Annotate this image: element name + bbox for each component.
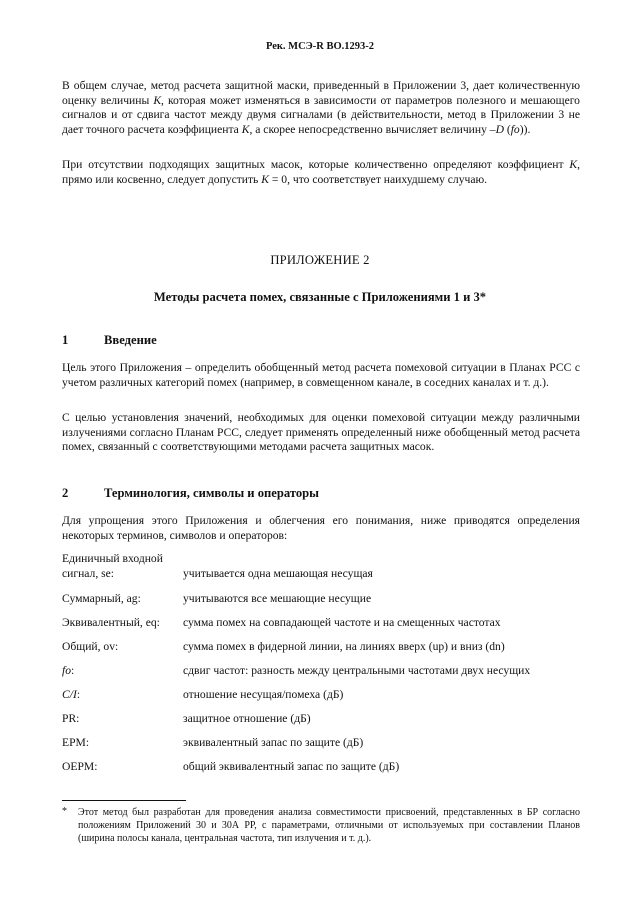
annex-title: Методы расчета помех, связанные с Приложениями 1 и 3* (153, 290, 487, 304)
definition: отношение несущая/помеха (дБ) (183, 688, 344, 701)
symbol-d: D (495, 122, 504, 136)
section-1-paragraph-1: Цель этого Приложения – определить обобщенный метод расчета помеховой ситуации в Планах РСС с учетом различных категорий помех (например, в совмещенном канале, в соседних каналах и т. д.). (62, 361, 580, 389)
symbol-k: K (153, 93, 162, 107)
text-run: )). (519, 122, 531, 136)
text-run: В общем случае, метод расчета защитной маски, приведенный в Приложении 3, дает количественную оценку величины (62, 79, 580, 107)
symbol-k: K (569, 158, 578, 171)
footnote-mark: * (62, 806, 67, 817)
section-1-paragraph-2: С целью установления значений, необходимых для оценки помеховой ситуации между различными излучениями согласно Планам РСС, следует применять определенный ниже обобщенный метод расчета помех, связанный с соответствующими методами расчета защитных масок. (62, 411, 580, 454)
section-1-heading (62, 333, 157, 348)
intro-paragraph-1 (62, 79, 580, 137)
text-run: ( (503, 122, 511, 136)
symbol-k: K (241, 122, 250, 136)
definition: защитное отношение (дБ) (183, 712, 311, 725)
text-run: , прямо или косвенно, следует допустить (62, 158, 580, 186)
section-title: Введение (104, 333, 157, 347)
symbol-fo: fo (510, 122, 520, 136)
footnote-separator (62, 800, 186, 801)
term-aggregate: Суммарный, ag: (62, 592, 141, 605)
text-run: , которая может изменяться в зависимости от параметров полезного и мешающего сигналов и от сдвига частот между двумя сигналами (в действительности, метод в Приложении 3 не дает точного расчета коэффициента (62, 93, 580, 136)
text-run: = 0, что соответствует наихудшему случаю. (268, 172, 488, 186)
symbol-fo: fo (62, 664, 72, 677)
definition: сумма помех в фидерной линии, на линиях вверх (up) и вниз (dn) (183, 640, 505, 653)
term-pr: PR: (62, 712, 80, 725)
definition: сдвиг частот: разность между центральными частотами двух несущих (183, 664, 531, 677)
term-overall: Общий, ov: (62, 640, 119, 653)
text-run: При отсутствии подходящих защитных масок, которые количественно определяют коэффициент (62, 158, 570, 171)
definition: учитывается одна мешающая несущая (183, 567, 373, 580)
term-suffix: : (71, 664, 75, 677)
section-2-paragraph-1: Для упрощения этого Приложения и облегчения его понимания, ниже приводятся определения некоторых терминов, символов и операторов: (62, 514, 580, 542)
footnote-text: Этот метод был разработан для проведения анализа совместимости присвоений, представленных в БР согласно положениям Приложений 30 и 30А РР, с параметрами, отличными от используемых при составлении Планов (ширина полосы канала, центральная частота, тип излучения и т. д.). (78, 807, 580, 844)
page-header: Рек. МСЭ-R BO.1293-2 (265, 41, 375, 52)
term-line: сигнал, se: (62, 566, 115, 580)
symbol-ci: C/I (62, 688, 77, 701)
term-ci (62, 688, 80, 703)
section-2-heading (62, 486, 319, 501)
term-fo (62, 664, 74, 679)
intro-paragraph-2 (62, 158, 580, 187)
definition: эквивалентный запас по защите (дБ) (183, 736, 364, 749)
text-run: , а скорее непосредственно вычисляет величину – (249, 122, 496, 136)
term-suffix: : (76, 688, 81, 701)
section-number: 1 (62, 333, 69, 347)
term-line: Единичный входной (62, 552, 163, 565)
term-single-entry (62, 552, 163, 581)
annex-label: ПРИЛОЖЕНИЕ 2 (270, 253, 370, 267)
symbol-k: K (261, 172, 269, 186)
definition: учитываются все мешающие несущие (183, 592, 372, 605)
definition: сумма помех на совпадающей частоте и на смещенных частотах (183, 616, 501, 629)
section-title: Терминология, символы и операторы (104, 486, 319, 500)
term-oepm: OEPM: (62, 760, 98, 773)
definition: общий эквивалентный запас по защите (дБ) (183, 760, 400, 773)
term-equivalent: Эквивалентный, eq: (62, 616, 160, 629)
section-number: 2 (62, 486, 69, 500)
term-epm: EPM: (62, 736, 90, 749)
